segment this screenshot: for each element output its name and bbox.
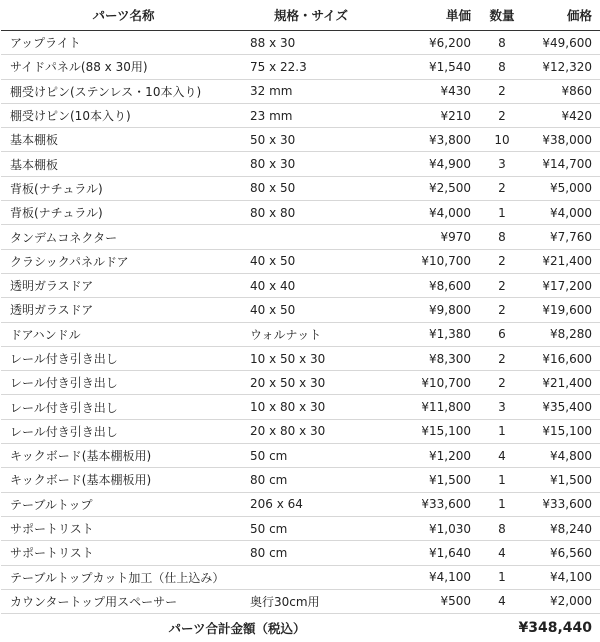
cell-price: ¥4,900 (376, 152, 473, 176)
cell-name: テーブルトップカット加工（仕上込み） (1, 565, 246, 589)
cell-qty: 4 (473, 589, 531, 613)
cell-spec: 206 x 64 (246, 492, 376, 516)
cell-name: レール付き引き出し (1, 419, 246, 443)
cell-qty: 3 (473, 395, 531, 419)
cell-spec: 40 x 50 (246, 249, 376, 273)
table-row (1, 346, 600, 370)
cell-spec: 50 cm (246, 444, 376, 468)
cell-name: レール付き引き出し (1, 371, 246, 395)
cell-price: ¥4,100 (376, 565, 473, 589)
cell-qty: 1 (473, 419, 531, 443)
cell-price: ¥15,100 (376, 419, 473, 443)
cell-name: アップライト (1, 31, 246, 55)
table-row (1, 176, 600, 200)
cell-price: ¥1,540 (376, 55, 473, 79)
cell-total: ¥35,400 (531, 395, 600, 419)
cell-total: ¥21,400 (531, 371, 600, 395)
cell-price: ¥33,600 (376, 492, 473, 516)
header-qty: 数量 (473, 0, 531, 31)
table-row (1, 298, 600, 322)
cell-price: ¥4,000 (376, 201, 473, 225)
cell-total: ¥19,600 (531, 298, 600, 322)
cell-price: ¥10,700 (376, 371, 473, 395)
cell-total: ¥5,000 (531, 176, 600, 200)
cell-qty: 1 (473, 492, 531, 516)
table-header (1, 0, 600, 31)
cell-total: ¥33,600 (531, 492, 600, 516)
table-row (1, 249, 600, 273)
table-row (1, 152, 600, 176)
cell-qty: 4 (473, 444, 531, 468)
cell-name: 透明ガラスドア (1, 298, 246, 322)
parts-table (1, 0, 600, 642)
cell-total: ¥420 (531, 103, 600, 127)
cell-name: クラシックパネルドア (1, 249, 246, 273)
cell-qty: 8 (473, 31, 531, 55)
sum-label: パーツ合計金額（税込） (1, 614, 473, 642)
cell-name: 背板(ナチュラル) (1, 176, 246, 200)
cell-spec: 20 x 80 x 30 (246, 419, 376, 443)
cell-spec: 32 mm (246, 79, 376, 103)
cell-name: サイドパネル(88 x 30用) (1, 55, 246, 79)
cell-total: ¥7,760 (531, 225, 600, 249)
cell-qty: 2 (473, 371, 531, 395)
cell-price: ¥8,600 (376, 273, 473, 297)
cell-name: タンデムコネクター (1, 225, 246, 249)
cell-price: ¥210 (376, 103, 473, 127)
cell-spec: 80 x 50 (246, 176, 376, 200)
cell-qty: 2 (473, 298, 531, 322)
cell-price: ¥1,030 (376, 516, 473, 540)
table-row (1, 201, 600, 225)
cell-total: ¥4,100 (531, 565, 600, 589)
cell-total: ¥2,000 (531, 589, 600, 613)
table-row (1, 103, 600, 127)
cell-qty: 2 (473, 103, 531, 127)
cell-spec: 奥行30cm用 (246, 589, 376, 613)
table-row (1, 128, 600, 152)
cell-qty: 2 (473, 273, 531, 297)
cell-qty: 1 (473, 468, 531, 492)
cell-spec: 50 x 30 (246, 128, 376, 152)
cell-spec: 40 x 40 (246, 273, 376, 297)
cell-qty: 2 (473, 176, 531, 200)
header-name: パーツ名称 (1, 0, 246, 31)
header-spec: 規格・サイズ (246, 0, 376, 31)
cell-total: ¥16,600 (531, 346, 600, 370)
table-row (1, 492, 600, 516)
cell-price: ¥1,200 (376, 444, 473, 468)
table-row (1, 395, 600, 419)
cell-qty: 8 (473, 55, 531, 79)
cell-price: ¥1,500 (376, 468, 473, 492)
cell-total: ¥860 (531, 79, 600, 103)
cell-total: ¥12,320 (531, 55, 600, 79)
cell-spec (246, 225, 376, 249)
cell-price: ¥1,380 (376, 322, 473, 346)
cell-qty: 10 (473, 128, 531, 152)
cell-price: ¥430 (376, 79, 473, 103)
cell-spec: 50 cm (246, 516, 376, 540)
cell-qty: 3 (473, 152, 531, 176)
cell-name: カウンタートップ用スペーサー (1, 589, 246, 613)
cell-total: ¥17,200 (531, 273, 600, 297)
cell-spec (246, 565, 376, 589)
cell-total: ¥49,600 (531, 31, 600, 55)
cell-name: レール付き引き出し (1, 395, 246, 419)
cell-price: ¥1,640 (376, 541, 473, 565)
cell-name: 棚受けピン(ステンレス・10本入り) (1, 79, 246, 103)
table-row (1, 371, 600, 395)
cell-qty: 2 (473, 249, 531, 273)
cell-qty: 2 (473, 346, 531, 370)
cell-name: キックボード(基本棚板用) (1, 468, 246, 492)
cell-spec: 88 x 30 (246, 31, 376, 55)
cell-total: ¥15,100 (531, 419, 600, 443)
cell-spec: 80 cm (246, 541, 376, 565)
cell-qty: 1 (473, 201, 531, 225)
cell-name: 基本棚板 (1, 128, 246, 152)
cell-total: ¥14,700 (531, 152, 600, 176)
cell-name: レール付き引き出し (1, 346, 246, 370)
cell-qty: 4 (473, 541, 531, 565)
cell-spec: 80 x 80 (246, 201, 376, 225)
cell-qty: 8 (473, 225, 531, 249)
cell-price: ¥3,800 (376, 128, 473, 152)
cell-total: ¥8,280 (531, 322, 600, 346)
table-row (1, 31, 600, 55)
table-row (1, 565, 600, 589)
cell-total: ¥38,000 (531, 128, 600, 152)
cell-name: 透明ガラスドア (1, 273, 246, 297)
sum-total: ¥348,440 (473, 614, 600, 642)
table-row (1, 322, 600, 346)
cell-name: 背板(ナチュラル) (1, 201, 246, 225)
cell-name: サポートリスト (1, 541, 246, 565)
table-row (1, 55, 600, 79)
table-row (1, 589, 600, 613)
cell-name: キックボード(基本棚板用) (1, 444, 246, 468)
cell-total: ¥21,400 (531, 249, 600, 273)
cell-spec: 20 x 50 x 30 (246, 371, 376, 395)
header-price: 単価 (376, 0, 473, 31)
table-row (1, 273, 600, 297)
cell-price: ¥6,200 (376, 31, 473, 55)
table-row (1, 516, 600, 540)
cell-price: ¥10,700 (376, 249, 473, 273)
cell-price: ¥8,300 (376, 346, 473, 370)
cell-name: ドアハンドル (1, 322, 246, 346)
cell-spec: 10 x 80 x 30 (246, 395, 376, 419)
cell-qty: 1 (473, 565, 531, 589)
cell-spec: 40 x 50 (246, 298, 376, 322)
cell-qty: 8 (473, 516, 531, 540)
cell-price: ¥9,800 (376, 298, 473, 322)
cell-spec: 80 x 30 (246, 152, 376, 176)
table-footer (1, 614, 600, 642)
table-row (1, 225, 600, 249)
cell-spec: 23 mm (246, 103, 376, 127)
cell-qty: 6 (473, 322, 531, 346)
cell-spec: 75 x 22.3 (246, 55, 376, 79)
cell-spec: ウォルナット (246, 322, 376, 346)
cell-total: ¥4,000 (531, 201, 600, 225)
header-row (1, 0, 600, 31)
cell-name: サポートリスト (1, 516, 246, 540)
table-row (1, 541, 600, 565)
sum-row (1, 614, 600, 642)
table-row (1, 444, 600, 468)
cell-name: 棚受けピン(10本入り) (1, 103, 246, 127)
cell-price: ¥500 (376, 589, 473, 613)
table-row (1, 79, 600, 103)
header-total: 価格 (531, 0, 600, 31)
cell-total: ¥6,560 (531, 541, 600, 565)
cell-total: ¥8,240 (531, 516, 600, 540)
table-row (1, 468, 600, 492)
cell-total: ¥4,800 (531, 444, 600, 468)
cell-spec: 10 x 50 x 30 (246, 346, 376, 370)
cell-name: 基本棚板 (1, 152, 246, 176)
cell-price: ¥2,500 (376, 176, 473, 200)
cell-spec: 80 cm (246, 468, 376, 492)
cell-price: ¥11,800 (376, 395, 473, 419)
cell-total: ¥1,500 (531, 468, 600, 492)
table-row (1, 419, 600, 443)
table-body (1, 31, 600, 614)
cell-name: テーブルトップ (1, 492, 246, 516)
cell-qty: 2 (473, 79, 531, 103)
cell-price: ¥970 (376, 225, 473, 249)
